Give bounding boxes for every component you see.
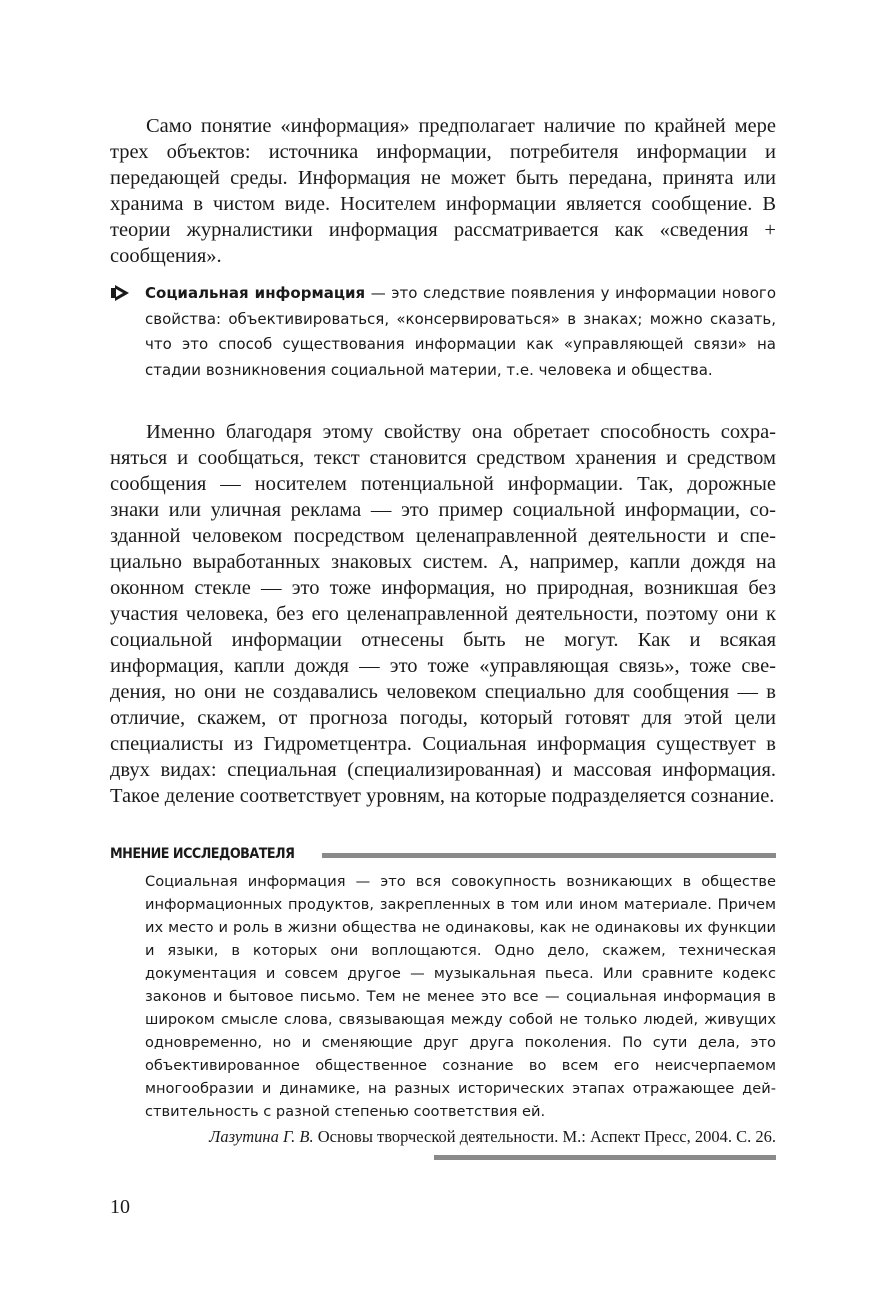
citation-source: Основы творческой деятельности. М.: Аспект Пресс, 2004. С. 26. (313, 1127, 776, 1146)
definition-body: — это следствие появления у информации нового свойства: объективироваться, «консервироваться» в знаках; можно сказать, что это способ существования информации как «управляющей связи» на стадии возникновения социальной материи, т.е. человека и общества. (145, 284, 776, 379)
citation-author: Лазутина Г. В. (209, 1127, 314, 1146)
paragraph-1: Само понятие «информация» предполагает наличие по крайней мере трех объектов: источника информации, потребителя информации и передающей среды. Информация не может быть передана, принята или хранима в чистом виде. Носителем информации является сообщение. В теории журналистики информация рассматривается как «сведения + сообщения». (110, 115, 776, 267)
opinion-top-rule (322, 853, 776, 858)
definition-text (145, 281, 776, 383)
paragraph-2: Именно благодаря этому свойству она обретает способность сохраняться и сообщаться, текст становится средством хранения и средством сообщения — носителем потенциальной информации. Так, дорожные знаки или уличная реклама — это пример социальной информации, созданной человеком посредством целенаправленной деятельности и специально выработанных знаковых систем. А, например, капли дождя на оконном стекле — это тоже информация, но природная, возникшая без участия человека, без его целенаправленной деятельности, поэтому они к социальной информации отнесены быть не могут. Как и всякая информация, капли дождя — это тоже «управляющая связь», тоже сведения, но они не создавались человеком специально для сообщения — в отличие, скажем, от прогноза погоды, который готовят для этой цели специалисты из Гидрометцентра. Социальная информация существует в двух видах: специальная (специализированная) и массовая информация. Такое деление соответствует уровням, на которые подразделяется сознание. (110, 421, 776, 807)
arrow-bullet-icon (110, 285, 130, 301)
page-number: 10 (110, 1196, 130, 1218)
opinion-citation (110, 1126, 776, 1148)
opinion-header (110, 842, 776, 866)
opinion-bottom-rule (434, 1155, 776, 1160)
opinion-heading: МНЕНИЕ ИССЛЕДОВАТЕЛЯ (110, 846, 295, 862)
definition-term: Социальная информация (145, 284, 366, 302)
opinion-body: Социальная информация — это вся совокупность возникающих в обществе информационных продуктов, закрепленных в том или ином материале. Причем их место и роль в жизни общества не одинаковы, как не одинаковы их функции и языки, в которых они воплощаются. Одно дело, скажем, техническая документация и совсем другое — музыкальная пьеса. Или сравните кодекс законов и бытовое письмо. Тем не менее это все — социальная информация в широком смысле слова, связывающая между собой не только людей, живущих одновременно, но и сменяющие друг друга поколения. По сути дела, это объективированное общественное сознание во всем его неисчерпаемом многообразии и динамике, на разных исторических этапах отражающее действительность с разной степенью соответствия ей. (145, 873, 776, 1120)
